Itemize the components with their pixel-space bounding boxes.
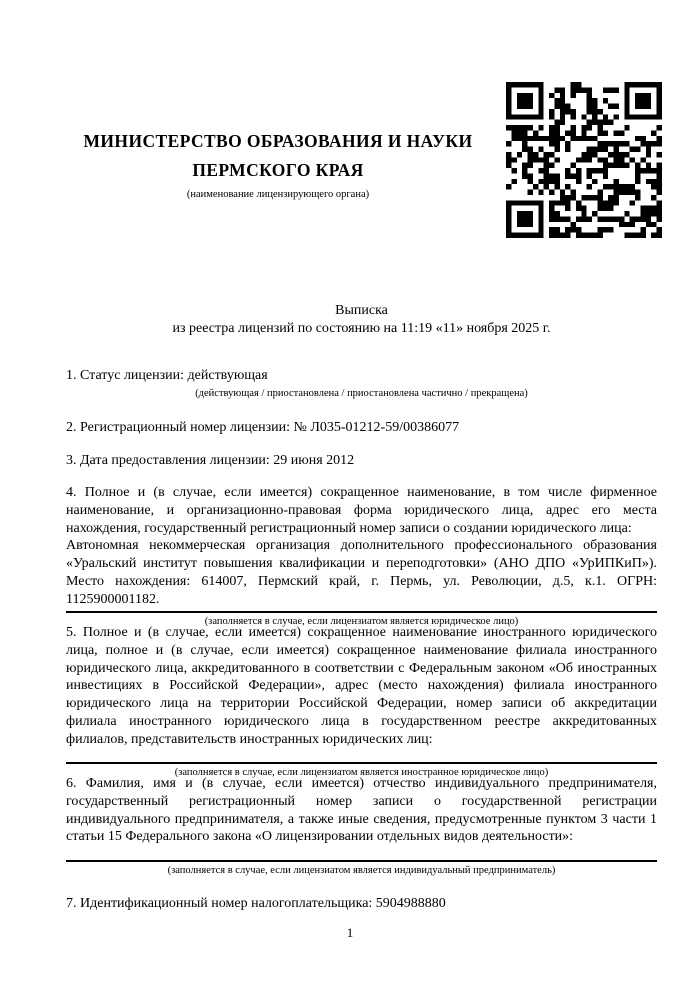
document-title-line1: Выписка — [335, 303, 388, 318]
field-license-status-caption: (действующая / приостановлена / приостановлена частично / прекращена) — [195, 387, 528, 399]
fill-rule-line — [66, 762, 657, 764]
field-foreign-entity — [66, 624, 657, 779]
field-individual-entrepreneur-caption: (заполняется в случае, если лицензиатом является индивидуальный предприниматель) — [167, 865, 556, 877]
ministry-name-line2: ПЕРМСКОГО КРАЯ — [192, 160, 364, 180]
field-license-date — [66, 452, 657, 470]
licensing-authority-caption: (наименование лицензирующего органа) — [186, 189, 370, 200]
document-title — [66, 302, 657, 338]
qr-code-icon — [506, 82, 662, 238]
field-legal-entity-caption: (заполняется в случае, если лицензиатом является юридическое лицо) — [204, 615, 519, 627]
fill-rule-line — [66, 860, 657, 862]
blank-fill-space — [66, 846, 657, 858]
field-taxpayer-id-text: 7. Идентификационный номер налогоплательщика: 5904988880 — [66, 896, 446, 911]
field-registration-number — [66, 419, 657, 437]
licensing-authority-name — [66, 127, 490, 185]
document-title-line2: из реестра лицензий по состоянию на 11:19 «11» ноября 2025 г. — [172, 320, 551, 336]
field-foreign-entity-prompt: 5. Полное и (в случае, если имеется) сокращенное наименование иностранного юридического лица, полное и (в случае, если имеется) сокращенное наименование филиала иностранного юридического лица, аккредитованного в соответствии с Федеральным законом «Об иностранных инвестициях в Российской Федерации», адрес (место нахождения) филиала иностранного юридического лица на территории Российской Федерации, номер записи об аккредитации филиала иностранного юридического лица в государственном реестре аккредитованных филиалов, представительств иностранных юридических лиц: — [66, 625, 657, 747]
field-legal-entity — [66, 484, 657, 628]
field-individual-entrepreneur — [66, 775, 657, 877]
fill-rule-line — [66, 611, 657, 613]
blank-fill-space — [66, 749, 657, 760]
ministry-name-line1: МИНИСТЕРСТВО ОБРАЗОВАНИЯ И НАУКИ — [83, 131, 473, 151]
field-license-status-text: 1. Статус лицензии: действующая — [66, 368, 268, 383]
field-taxpayer-id — [66, 895, 657, 913]
field-legal-entity-value: Автономная некоммерческая организация дополнительного профессионального образования «Уральский институт повышения квалификации и переподготовки» (АНО ДПО «УрИПКиП»). Место нахождения: 614007, Пермский край, г. Пермь, ул. Революции, д.5, к.1. ОГРН: 1125900001182. — [66, 538, 657, 607]
field-license-status — [66, 367, 657, 400]
field-foreign-entity-caption: (заполняется в случае, если лицензиатом является иностранное юридическое лицо) — [174, 766, 549, 778]
field-legal-entity-prompt: 4. Полное и (в случае, если имеется) сокращенное наименование, в том числе фирменное наименование, и организационно-правовая форма юридического лица, адрес его места нахождения, государственный регистрационный номер записи о создании юридического лица: — [66, 485, 657, 536]
page-number: 1 — [346, 925, 354, 940]
field-individual-entrepreneur-prompt: 6. Фамилия, имя и (в случае, если имеется) отчество индивидуального предпринимателя, государственный регистрационный номер записи о государственной регистрации индивидуального предпринимателя, а также иные сведения, предусмотренные пунктом 3 части 1 статьи 15 Федерального закона «О лицензировании отдельных видов деятельности»: — [66, 776, 657, 845]
field-registration-number-text: 2. Регистрационный номер лицензии: № Л035-01212-59/00386077 — [66, 420, 460, 435]
field-license-date-text: 3. Дата предоставления лицензии: 29 июня 2012 — [66, 453, 355, 468]
document-header — [66, 127, 490, 201]
